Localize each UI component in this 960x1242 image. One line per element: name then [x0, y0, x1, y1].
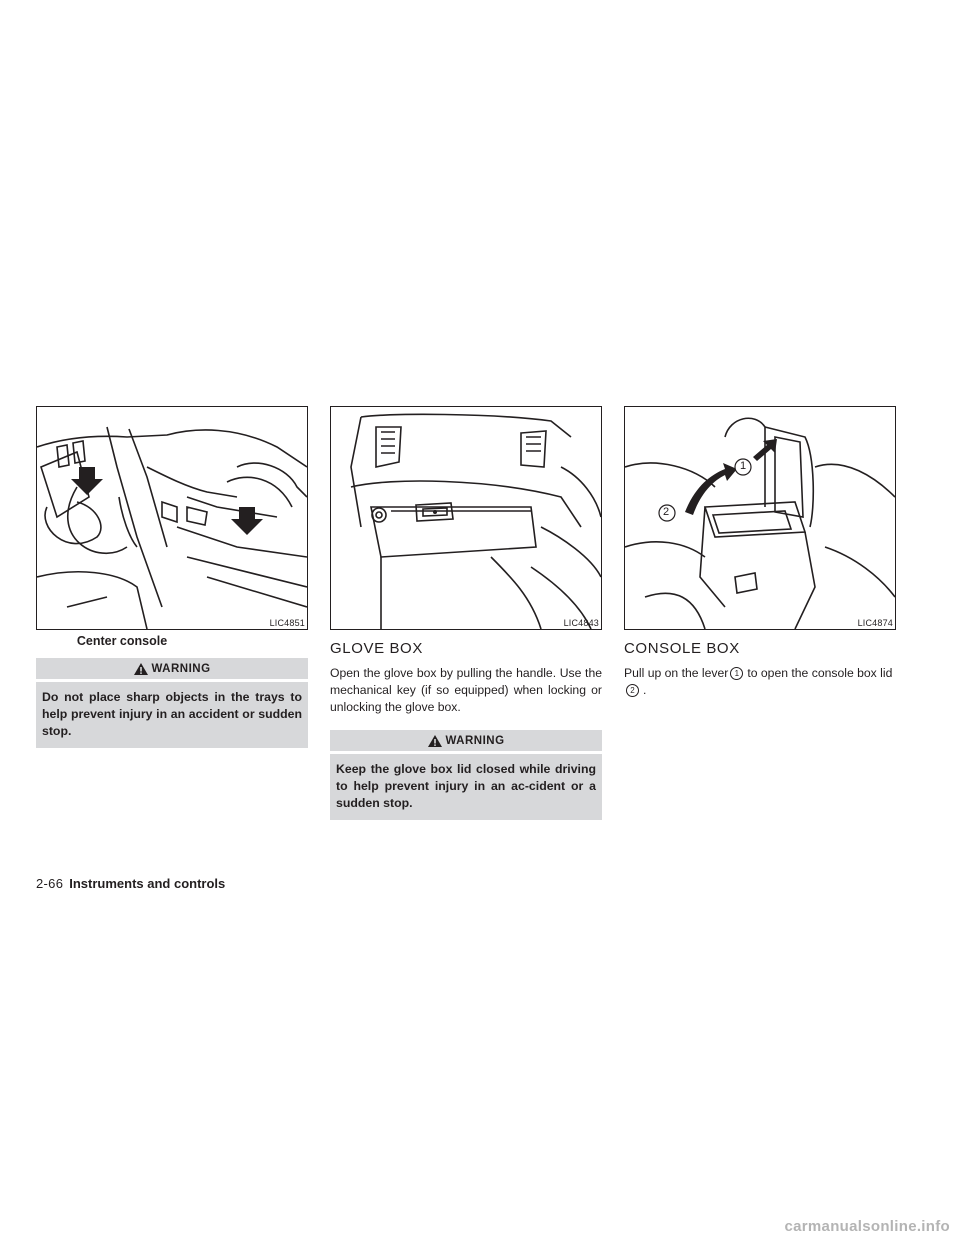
glove-box-body: Open the glove box by pulling the handle. Use the mechanical key (if so equipped) when locking or unlocking the glove box.	[330, 666, 602, 714]
warning-label: WARNING	[151, 662, 211, 675]
watermark: carmanualsonline.info	[784, 1218, 950, 1235]
figure-caption: Center console	[76, 634, 168, 648]
warning-text: Keep the glove box lid closed while driving to help prevent injury in an ac-cident or a sudden stop.	[330, 754, 602, 820]
figure-marker-2: 2	[663, 506, 670, 518]
warning-text: Do not place sharp objects in the trays to help prevent injury in an accident or sudden stop.	[36, 682, 308, 748]
glove-box-figure	[330, 406, 602, 630]
figure-marker-1: 1	[740, 460, 747, 472]
console-body-part2: to open the console box lid	[747, 666, 893, 680]
center-console-figure	[36, 406, 308, 630]
section-title: Instruments and controls	[69, 876, 226, 891]
figure-code: LIC4851	[269, 618, 305, 628]
glove-box-illustration	[331, 407, 601, 629]
reference-marker-1: 1	[730, 667, 743, 680]
console-box-illustration	[625, 407, 895, 629]
console-box-body	[624, 665, 896, 699]
column-console-box	[624, 406, 896, 699]
warning-triangle-icon	[427, 734, 443, 748]
section-heading-glove-box: GLOVE BOX	[330, 640, 423, 657]
console-box-figure	[624, 406, 896, 630]
figure-code: LIC4843	[563, 618, 599, 628]
section-heading-console-box: CONSOLE BOX	[624, 640, 740, 657]
page-footer	[36, 876, 225, 891]
console-body-part1: Pull up on the lever	[624, 666, 729, 680]
reference-marker-2: 2	[626, 684, 639, 697]
center-console-illustration	[37, 407, 307, 629]
warning-header	[36, 658, 308, 679]
console-body-end: .	[643, 683, 647, 697]
warning-header	[330, 730, 602, 751]
column-center-console	[36, 406, 308, 748]
column-glove-box	[330, 406, 602, 820]
warning-label: WARNING	[445, 734, 505, 747]
page-number: 2-66	[36, 876, 64, 891]
figure-code: LIC4874	[857, 618, 893, 628]
warning-triangle-icon	[133, 662, 149, 676]
